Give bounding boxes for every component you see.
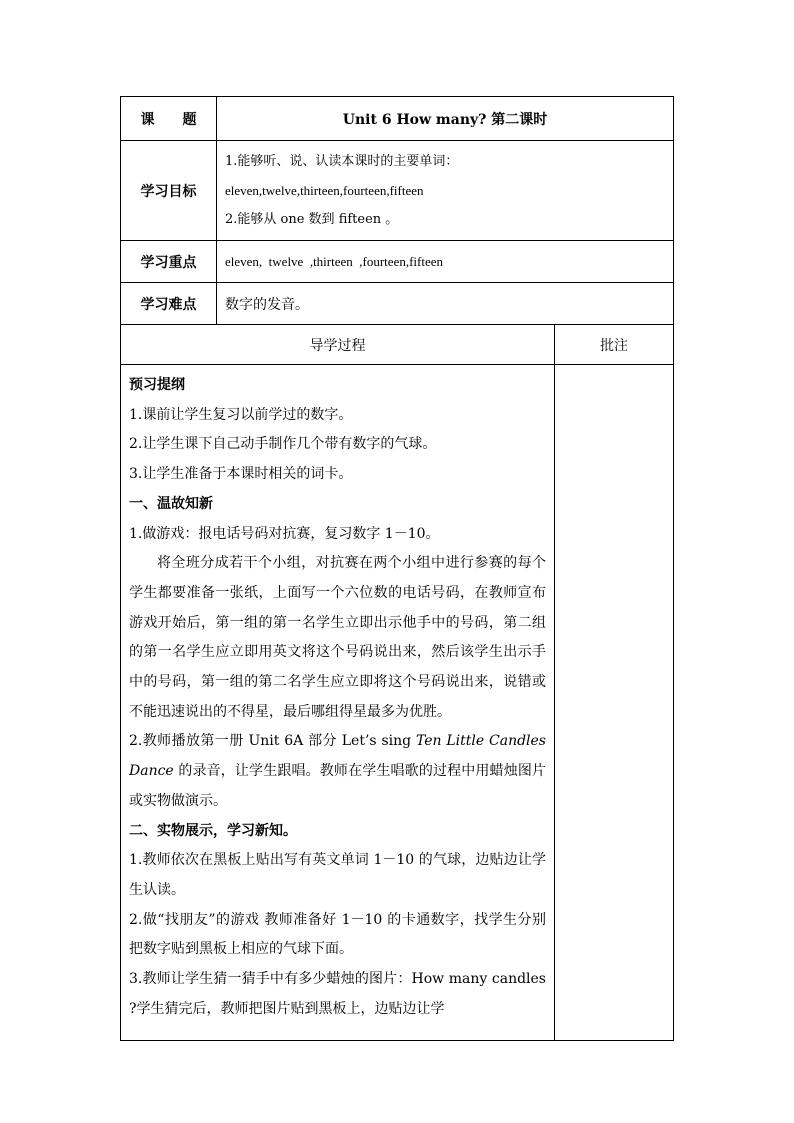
difficulty-row: [121, 283, 674, 325]
section-2-item-1: 1.教师依次在黑板上贴出写有英文单词 1－10 的气球，边贴边让学生认读。: [129, 852, 546, 898]
topic-value: Unit 6 How many? 第二课时: [217, 97, 674, 141]
section-2-item-3: 3.教师让学生猜一猜手中有多少蜡烛的图片：How many candles ?学生猜完后，教师把图片贴到黑板上，边贴边让学: [129, 971, 546, 1017]
section-1-item-2-end: 的录音，让学生跟唱。教师在学生唱歌的过程中用蜡烛图片或实物做演示。: [129, 763, 546, 809]
song-title: Ten Little Candles Dance: [129, 733, 546, 780]
section-1-item-2: [129, 727, 546, 816]
notes-column: [555, 365, 674, 1041]
preview-title: 预习提纲: [129, 377, 185, 393]
goal-line-3: 2.能够从 one 数到 fifteen 。: [225, 212, 399, 227]
section-1-item-2-start: 2.教师播放第一册 Unit 6A 部分 Let’s sing: [129, 733, 416, 750]
focus-row: [121, 241, 674, 283]
notes-header: 批注: [555, 325, 674, 365]
focus-words: eleven, twelve ,thirteen ,fourteen,fifteen: [225, 253, 444, 269]
section-2-title: 二、实物展示，学习新知。: [129, 822, 297, 839]
section-1-title: 一、温故知新: [129, 495, 213, 512]
goals-content: [217, 141, 674, 241]
difficulty-value: 数字的发音。: [217, 283, 674, 325]
focus-value: [217, 241, 674, 283]
preview-item-1: 1.课前让学生复习以前学过的数字。: [129, 406, 353, 423]
preview-item-2: 2.让学生课下自己动手制作几个带有数字的气球。: [129, 436, 437, 453]
section-2-item-2: 2.做“找朋友”的游戏 教师准备好 1－10 的卡通数字，找学生分别把数字贴到黑板上相应的气球下面。: [129, 911, 546, 958]
process-header-row: [121, 325, 674, 365]
focus-label: 学习重点: [121, 241, 217, 283]
guide-content: [121, 365, 555, 1041]
preview-item-3: 3.让学生准备于本课时相关的词卡。: [129, 466, 353, 483]
topic-label: 课 题: [121, 97, 217, 141]
guide-header: 导学过程: [121, 325, 555, 365]
process-body-row: [121, 365, 674, 1041]
lesson-plan-table: [120, 96, 674, 1041]
section-1-paragraph: 将全班分成若干个小组，对抗赛在两个小组中进行参赛的每个学生都要准备一张纸，上面写一个六位数的电话号码，在教师宣布游戏开始后，第一组的第一名学生立即出示他手中的号码，第二组的第一名学生应立即用英文将这个号码说出来，然后该学生出示手中的号码，第一组的第二名学生应立即将这个号码说出来，说错或不能迅速说出的不得星，最后哪组得星最多为优胜。: [129, 555, 546, 720]
goals-label: 学习目标: [121, 141, 217, 241]
difficulty-label: 学习难点: [121, 283, 217, 325]
goal-line-2: eleven,twelve,thirteen,fourteen,fifteen: [225, 183, 424, 198]
section-1-item-1: 1.做游戏：报电话号码对抗赛，复习数字 1－10。: [129, 525, 440, 542]
topic-row: [121, 97, 674, 141]
goals-row: [121, 141, 674, 241]
goal-line-1: 1.能够听、说、认读本课时的主要单词：: [225, 154, 459, 169]
